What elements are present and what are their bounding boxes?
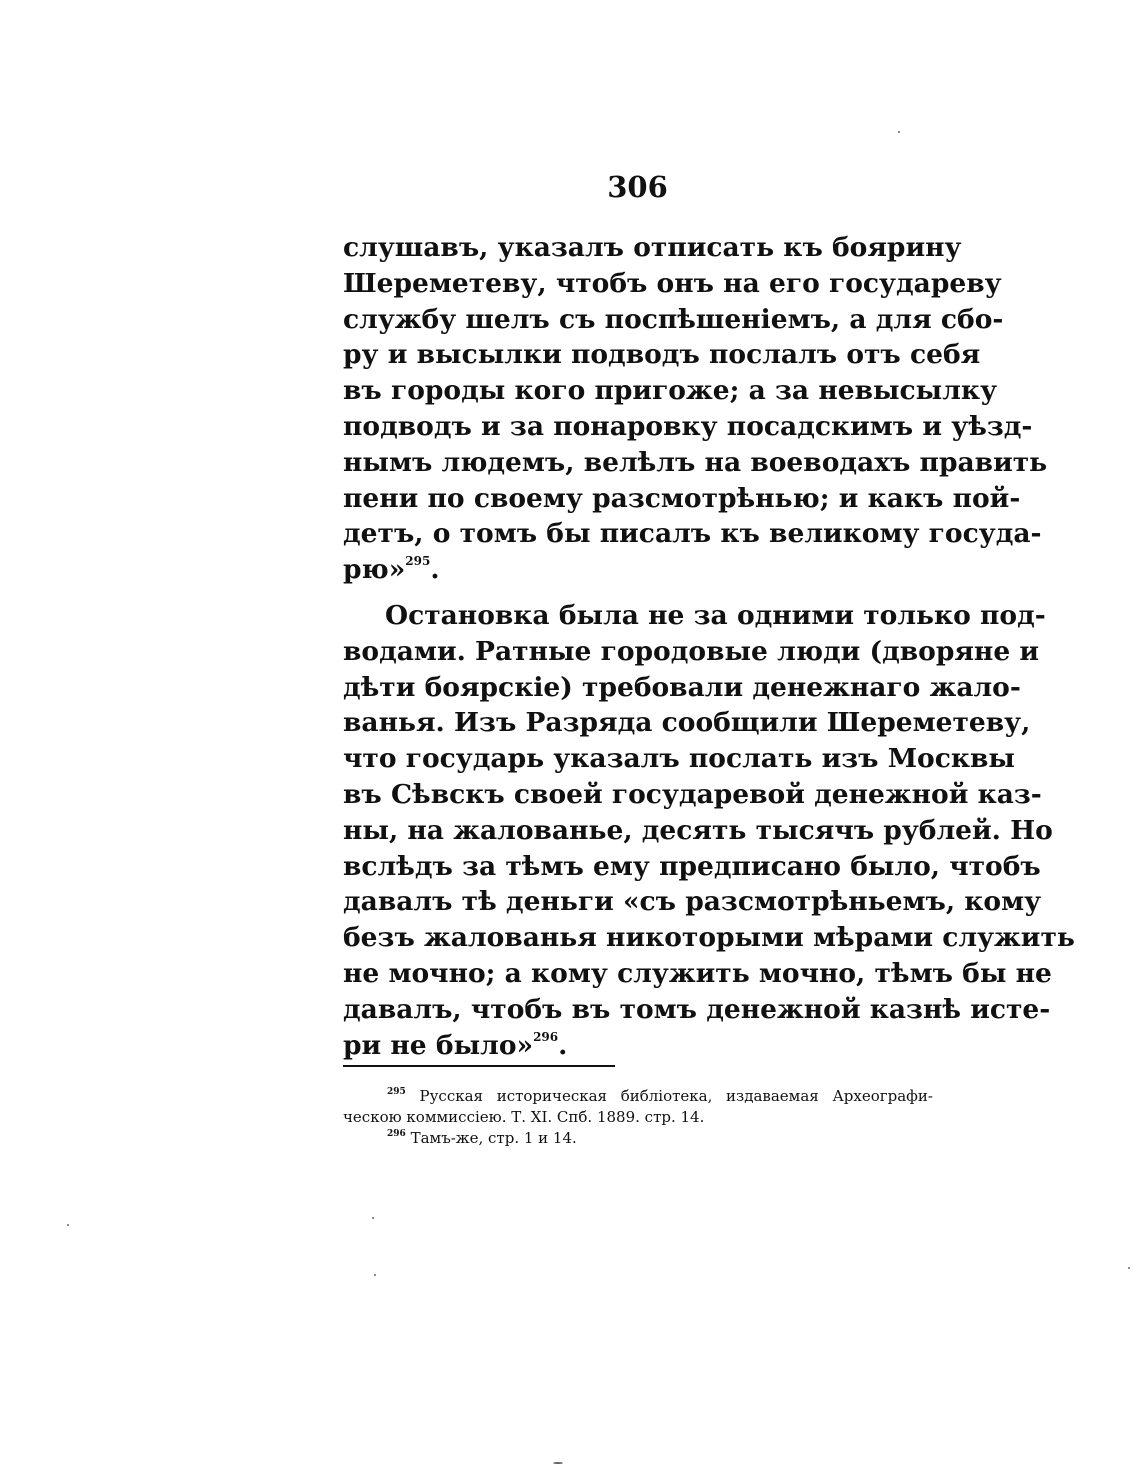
footnote-number: 295 [387,1087,406,1097]
text-line: ру и высылки подводъ послалъ отъ себя [343,339,981,371]
footnote-text: Тамъ-же, стр. 1 и 14. [410,1129,577,1147]
text-line: ванья. Изъ Разряда сообщили Шереметеву, [343,707,1031,739]
text-line-end: . [558,1029,568,1061]
text-line: ны, на жалованье, десять тысячъ рублей. Но [343,814,1053,846]
text-line-last [343,1028,933,1064]
footnote-number: 296 [387,1129,406,1139]
text-line: въ Сѣвскъ своей государевой денежной каз- [343,778,1042,810]
scan-speck [374,1274,376,1276]
text-line: слушавъ, указалъ отписать къ боярину [343,232,962,263]
text-line: службу шелъ съ поспѣшеніемъ, а для сбо- [343,303,1004,335]
text-line-last [343,552,933,588]
footnote-ref[interactable]: 295 [405,554,431,569]
footnote-line [343,1086,933,1107]
text-line: не мочно; а кому служить мочно, тѣмъ бы не [343,957,1052,989]
paragraph-2 [343,598,1075,1063]
text-line: Остановка была не за одними только под- [385,599,1046,631]
scan-speck [553,1462,563,1464]
footnote-ref[interactable]: 296 [533,1029,559,1044]
footnotes [343,1086,933,1149]
text-line: что государь указалъ послать изъ Москвы [343,743,1015,775]
text-line: нымъ людемъ, велѣлъ на воеводахъ править [343,446,1048,478]
footnote-text: Русская историческая библіотека, издаваемая Археографи- [419,1087,933,1105]
footnote-295 [343,1086,933,1128]
paragraph-gap [343,588,933,598]
text-line: Шереметеву, чтобъ онъ на его государеву [343,267,1002,299]
footnote-line [343,1128,933,1149]
scan-speck [372,1217,374,1219]
text-line-content: ри не было» [343,1029,534,1061]
text-line: детъ, о томъ бы писалъ къ великому госуда- [343,518,1042,550]
paragraph-1 [343,230,1048,588]
footnote-296 [343,1128,933,1149]
text-line: безъ жалованья никоторыми мѣрами служить [343,922,1075,954]
text-line: въ городы кого пригоже; а за невысылку [343,375,998,407]
text-line-content: рю» [343,554,406,586]
body-text [343,230,1075,1063]
footnote-line: ческою коммиссіею. Т. XI. Спб. 1889. стр. 14. [343,1108,705,1126]
page-number: 306 [607,170,668,204]
footnote-divider [343,1065,615,1067]
text-line: давалъ тѣ деньги «съ разсмотрѣньемъ, кому [343,886,1042,918]
text-line: вслѣдъ за тѣмъ ему предписано было, чтобъ [343,850,1041,882]
scan-speck [1128,1267,1130,1269]
text-line: водами. Ратные городовые люди (дворяне и [343,635,1040,667]
text-line: дѣти боярскіе) требовали денежнаго жало- [343,671,1021,703]
text-line-end: . [430,554,440,586]
scan-speck [67,1224,69,1226]
text-line: пени по своему разсмотрѣнью; и какъ пой- [343,482,1021,514]
text-line: давалъ, чтобъ въ томъ денежной казнѣ исте- [343,993,1051,1025]
text-line: подводъ и за понаровку посадскимъ и уѣзд- [343,410,1033,442]
scan-speck [898,131,900,133]
